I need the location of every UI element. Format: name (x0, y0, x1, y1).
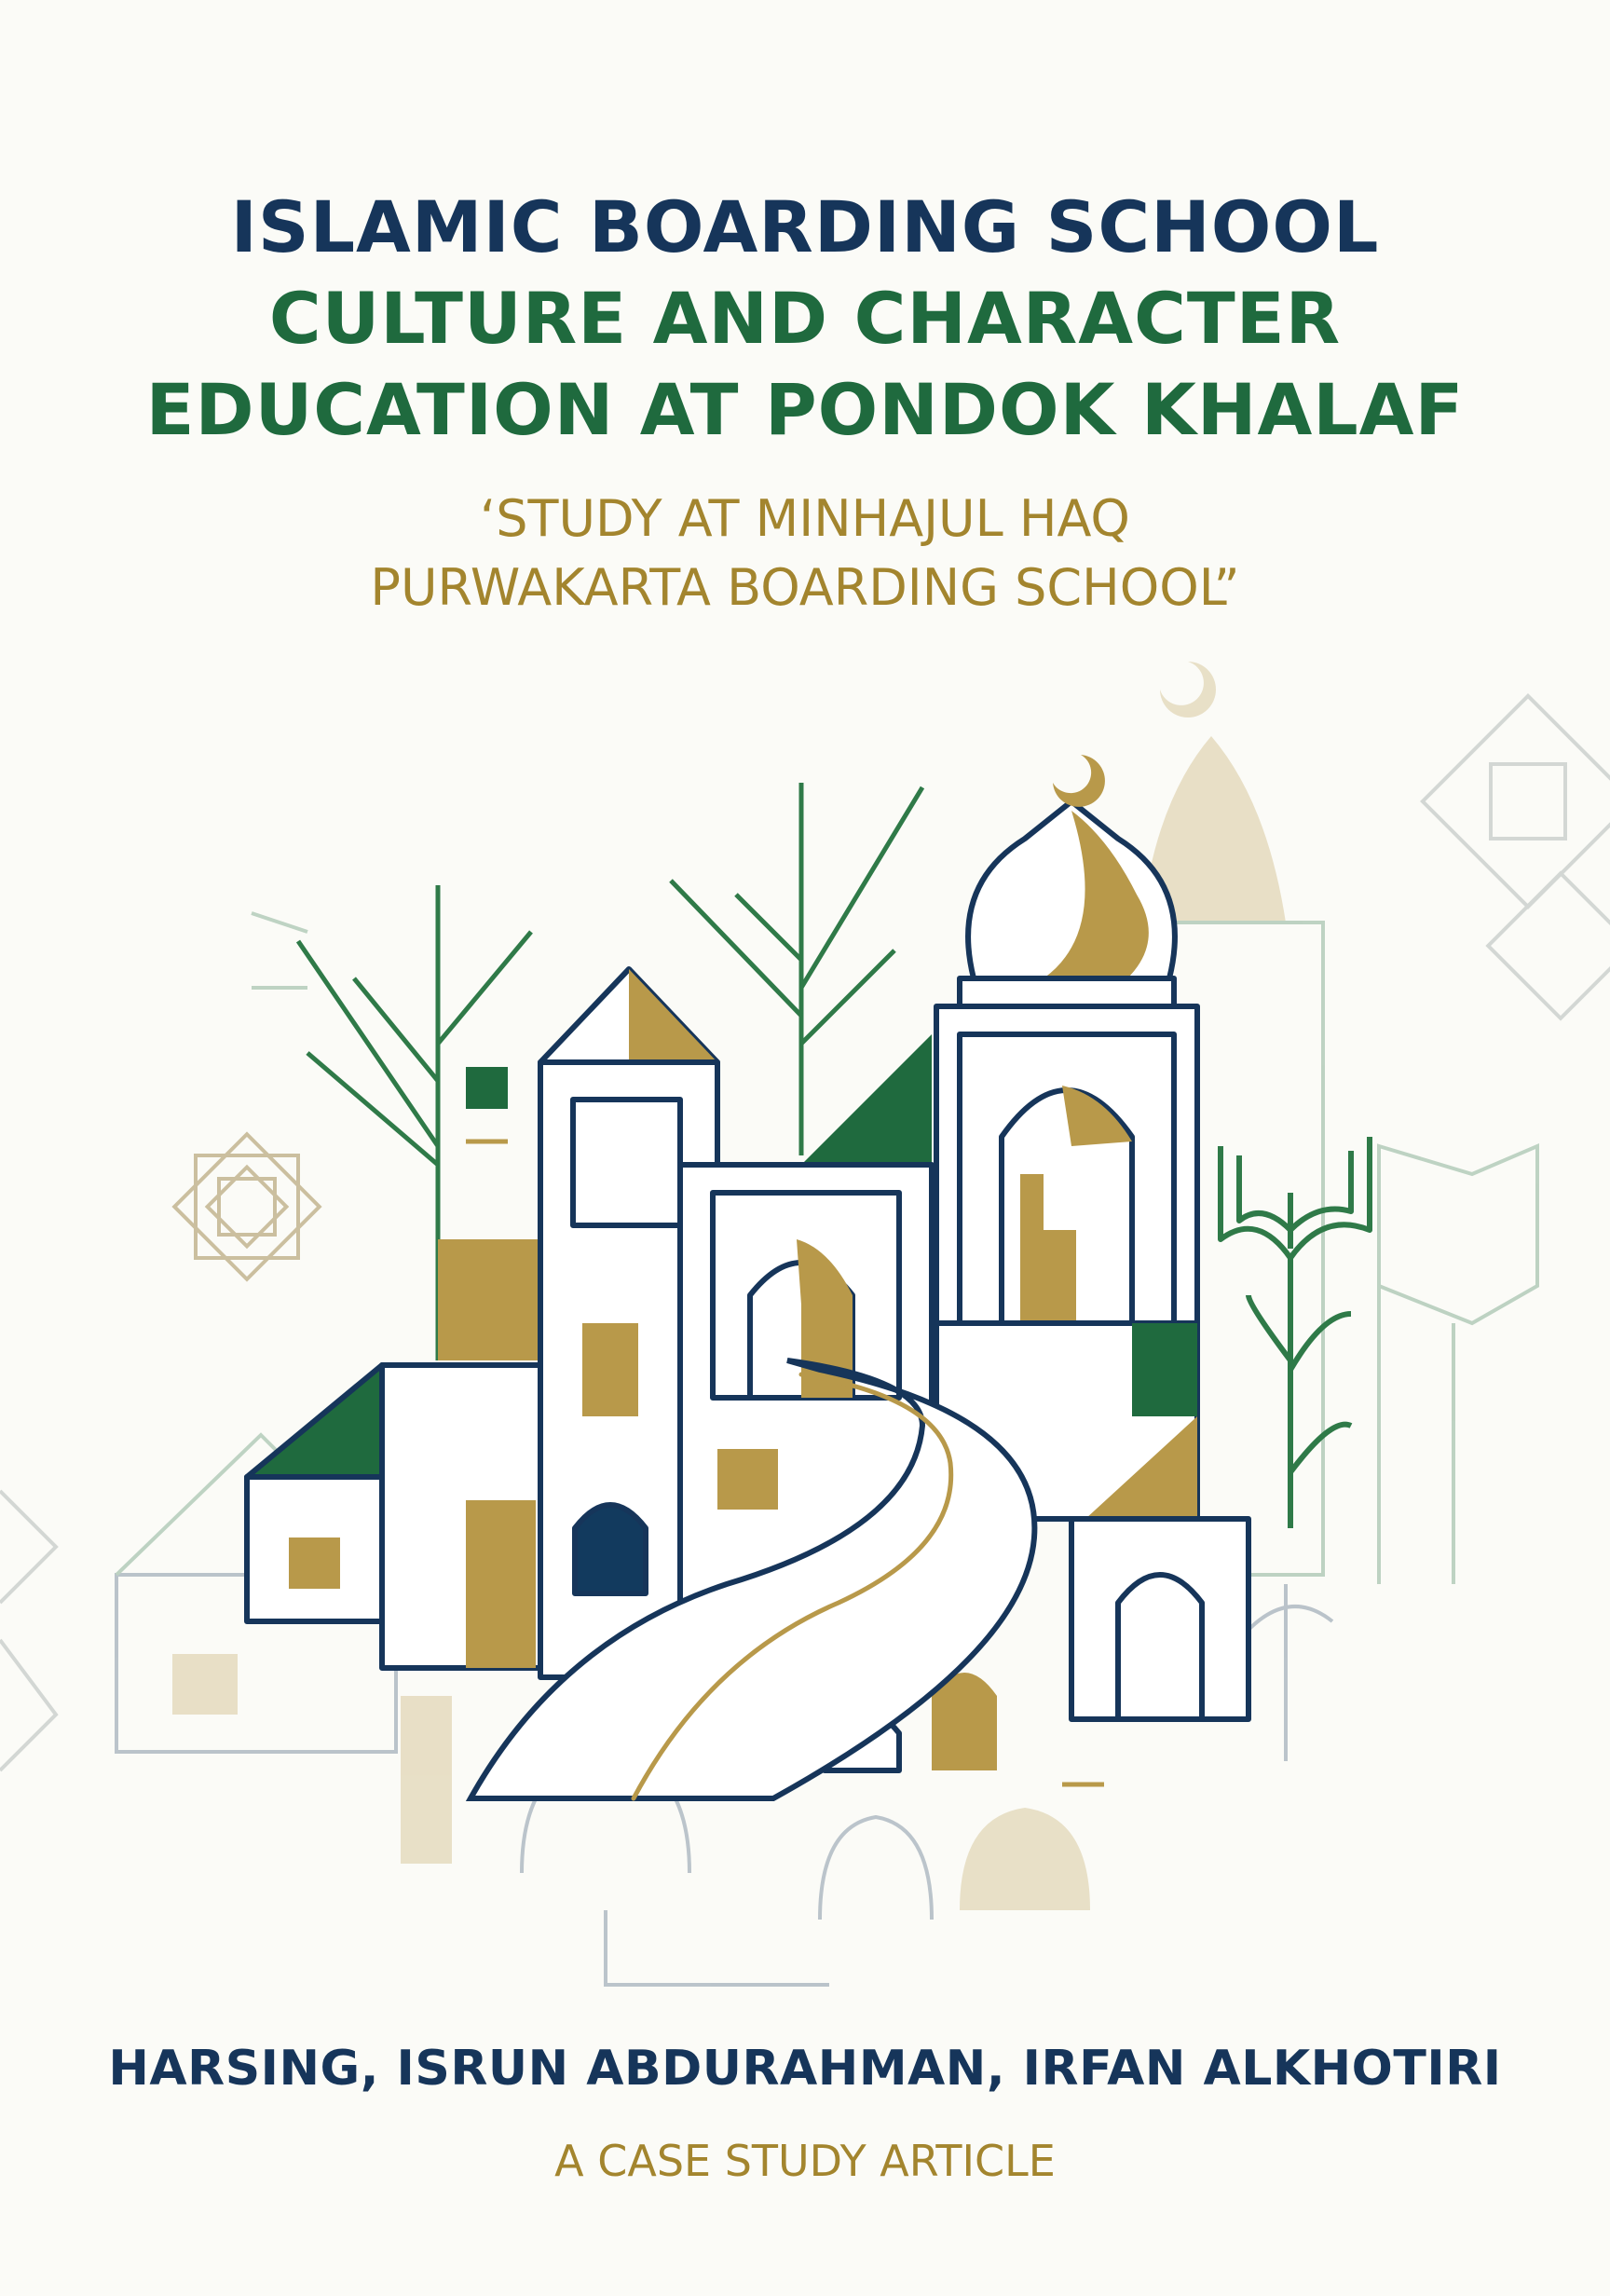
cover-illustration (0, 652, 1610, 2013)
cover-subtitle (0, 485, 1610, 622)
author-names: HARSING, ISRUN ABDURAHMAN, IRFAN ALKHOTIRI (108, 2041, 1502, 2097)
crescent-icon (1053, 755, 1105, 807)
title-line-3: EDUCATION AT PONDOK KHALAF (145, 368, 1465, 451)
open-book-icon (1221, 1137, 1370, 1528)
cover-title (0, 182, 1610, 456)
subtitle-line-1: ‘STUDY AT MINHAJUL HAQ (480, 489, 1130, 548)
title-line-1: ISLAMIC BOARDING SCHOOL (230, 185, 1380, 268)
title-line-2: CULTURE AND CHARACTER (268, 277, 1342, 360)
article-type: A CASE STUDY ARTICLE (554, 2136, 1056, 2186)
subtitle-line-2: PURWAKARTA BOARDING SCHOOL” (370, 558, 1240, 617)
star-pattern-icon (174, 1134, 320, 1279)
